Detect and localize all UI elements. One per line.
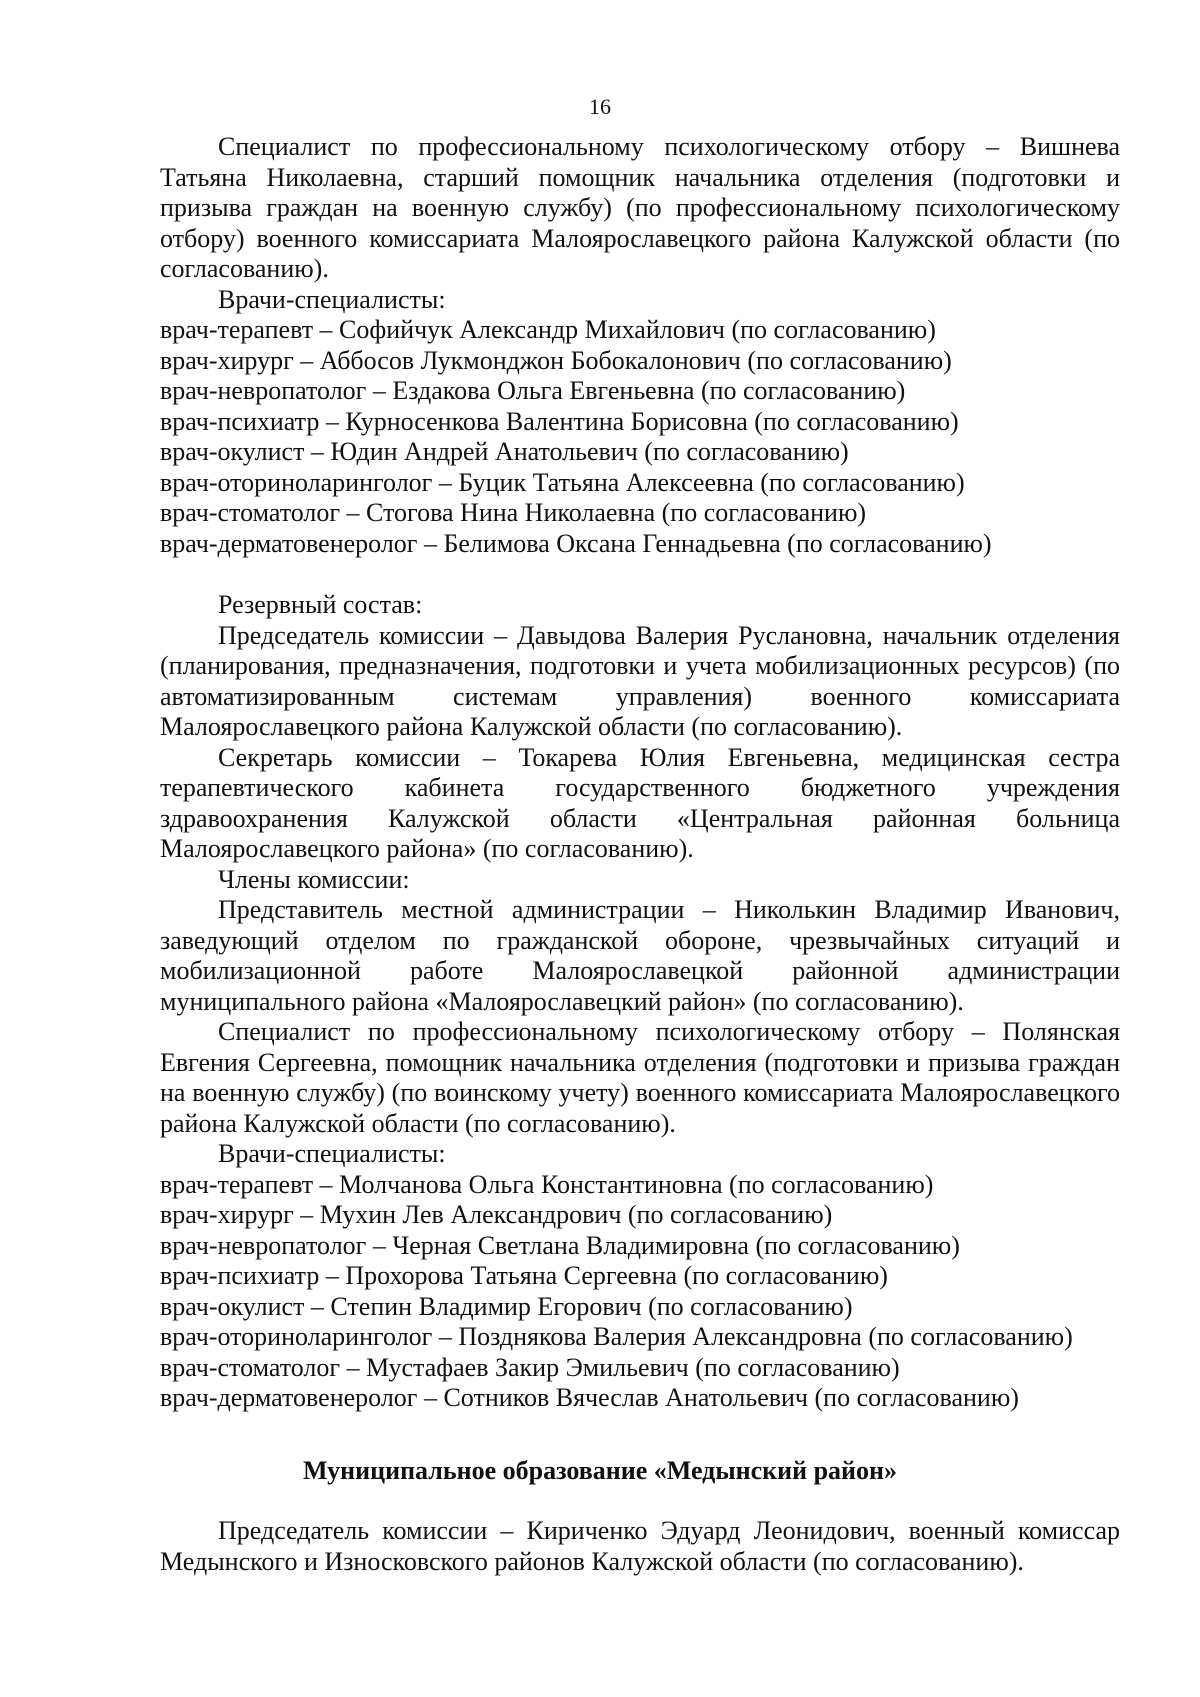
doctor-line: врач-дерматовенеролог – Белимова Оксана Геннадьевна (по согласованию) (160, 528, 992, 558)
doctor-line: врач-окулист – Юдин Андрей Анатольевич (по согласованию) (160, 437, 849, 466)
doctor-line: врач-дерматовенеролог – Сотников Вячеслав Анатольевич (по согласованию) (160, 1383, 1019, 1412)
medyn-section-heading: Муниципальное образование «Медынский район» (302, 1456, 898, 1485)
doctor-line: врач-оториноларинголог – Позднякова Валерия Александровна (по согласованию) (160, 1322, 1073, 1351)
admin-representative-paragraph: Представитель местной администрации – Николькин Владимир Иванович, заведующий отделом по гражданской обороне, чрезвычайных ситуаций и мобилизационной работе Малоярославецкой районной администрации муниципального района «Малоярославецкий район» (по согласованию). (160, 895, 1120, 1016)
doctors-heading: Врачи-специалисты: (218, 284, 446, 314)
reserve-doctors-list (160, 1170, 1120, 1414)
reserve-doctors-heading: Врачи-специалисты: (218, 1139, 446, 1168)
doctor-line: врач-хирург – Мухин Лев Александрович (по согласованию) (160, 1200, 833, 1229)
medyn-chairman-paragraph: Председатель комиссии – Кириченко Эдуард Леонидович, военный комиссар Медынского и Износковского районов Калужской области (по согласованию). (160, 1516, 1120, 1576)
page-number: 16 (589, 94, 611, 119)
doctor-line: врач-стоматолог – Стогова Нина Николаевна (по согласованию) (160, 498, 867, 527)
medyn-section (160, 1516, 1120, 1577)
reserve-secretary-paragraph: Секретарь комиссии – Токарева Юлия Евгеньевна, медицинская сестра терапевтического кабинета государственного бюджетного учреждения здравоохранения Калужской области «Центральная районная больница Малоярославецкого района» (по согласованию). (160, 742, 1120, 863)
commission-section (160, 132, 1120, 559)
doctor-line: врач-терапевт – Молчанова Ольга Константиновна (по согласованию) (160, 1169, 934, 1199)
reserve-heading: Резервный состав: (218, 590, 423, 619)
doctor-line: врач-невропатолог – Черная Светлана Владимировна (по согласованию) (160, 1230, 960, 1260)
members-heading: Члены комиссии: (218, 864, 410, 894)
doctors-list (160, 315, 1120, 559)
doctor-line: врач-хирург – Аббосов Лукмонджон Бобокалонович (по согласованию) (160, 345, 952, 375)
doctor-line: врач-окулист – Степин Владимир Егорович (по согласованию) (160, 1291, 853, 1321)
psych-specialist-paragraph: Специалист по профессиональному психологическому отбору – Вишнева Татьяна Николаевна, старший помощник начальника отделения (подготовки и призыва граждан на военную службу) (по профессиональному психологическому отбору) военного комиссариата Малоярославецкого района Калужской области (по согласованию). (160, 132, 1120, 283)
doctor-line: врач-психиатр – Прохорова Татьяна Сергеевна (по согласованию) (160, 1261, 888, 1290)
doctor-line: врач-психиатр – Курносенкова Валентина Борисовна (по согласованию) (160, 406, 959, 436)
reserve-chairman-paragraph: Председатель комиссии – Давыдова Валерия Руслановна, начальник отделения (планирования, предназначения, подготовки и учета мобилизационных ресурсов) (по автоматизированным системам управления) военного комиссариата Малоярославецкого района Калужской области (по согласованию). (160, 620, 1120, 741)
doctor-line: врач-оториноларинголог – Буцик Татьяна Алексеевна (по согласованию) (160, 467, 965, 497)
reserve-psych-specialist-paragraph: Специалист по профессиональному психологическому отбору – Полянская Евгения Сергеевна, помощник начальника отделения (подготовки и призыва граждан на военную службу) (по воинскому учету) военного комиссариата Малоярославецкого района Калужской области (по согласованию). (160, 1017, 1120, 1138)
doctor-line: врач-невропатолог – Ездакова Ольга Евгеньевна (по согласованию) (160, 376, 906, 405)
doctor-line: врач-стоматолог – Мустафаев Закир Эмильевич (по согласованию) (160, 1352, 900, 1382)
reserve-section (160, 590, 1120, 1414)
doctor-line: врач-терапевт – Софийчук Александр Михайлович (по согласованию) (160, 315, 936, 344)
